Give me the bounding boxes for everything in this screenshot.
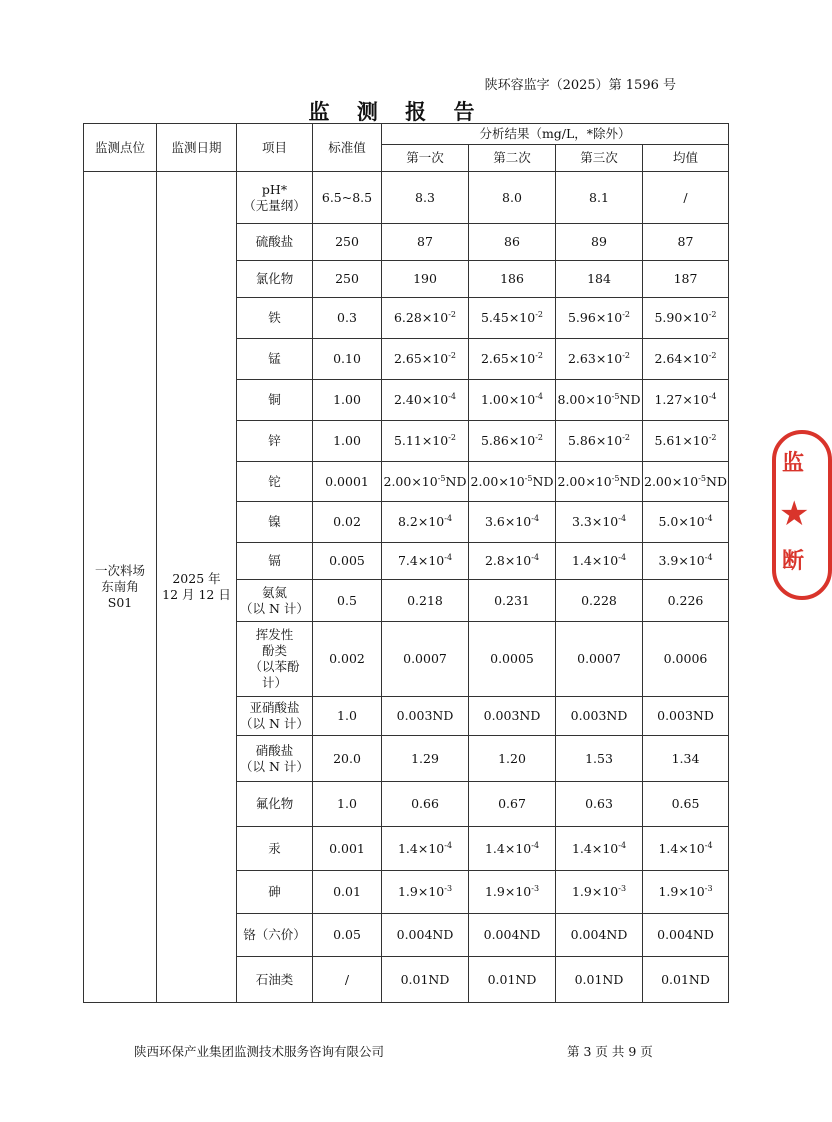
- value-cell: [382, 827, 469, 871]
- value-mantissa: 0.003ND: [657, 708, 714, 723]
- value-exponent: -4: [618, 553, 627, 562]
- value-mantissa: 0.003ND: [396, 708, 454, 723]
- value-mantissa: 1.4×10: [571, 553, 619, 568]
- value-cell: [382, 736, 469, 782]
- value-flag: ND: [619, 392, 641, 407]
- item-line: 铜: [268, 392, 281, 407]
- value-cell: [556, 462, 643, 502]
- value-cell: [556, 697, 643, 736]
- value-mantissa: 0.67: [498, 796, 526, 811]
- value-mantissa: 1.9×10: [658, 884, 705, 899]
- standard-cell: 0.10: [313, 339, 382, 380]
- value-cell: [556, 827, 643, 871]
- value-cell: [556, 957, 643, 1003]
- value-cell: [469, 697, 556, 736]
- value-mantissa: 6.28×10: [393, 310, 449, 325]
- value-mantissa: 7.4×10: [397, 553, 445, 568]
- item-line: 砷: [268, 884, 281, 899]
- value-mantissa: 2.40×10: [393, 392, 449, 407]
- value-cell: [469, 827, 556, 871]
- value-cell: [643, 339, 729, 380]
- value-cell: [469, 543, 556, 580]
- value-mantissa: 0.01ND: [661, 971, 710, 987]
- value-cell: [556, 622, 643, 697]
- value-mantissa: 5.0×10: [658, 514, 705, 529]
- value-cell: [469, 298, 556, 339]
- standard-cell: 20.0: [313, 736, 382, 782]
- item-line: （以苯酚: [249, 659, 300, 674]
- value-mantissa: 0.004ND: [396, 927, 454, 942]
- value-mantissa: 3.3×10: [571, 514, 619, 529]
- table-body: [84, 172, 729, 1003]
- value-exponent: -4: [444, 840, 453, 850]
- value-cell: [556, 224, 643, 261]
- value-mantissa: 0.004ND: [483, 927, 541, 942]
- value-cell: [469, 871, 556, 914]
- value-cell: [643, 871, 729, 914]
- value-exponent: -4: [444, 553, 453, 562]
- value-exponent: -3: [704, 884, 713, 893]
- value-mantissa: 0.66: [411, 796, 439, 811]
- value-mantissa: 8.3: [415, 189, 435, 205]
- value-mantissa: 8.1: [589, 189, 609, 205]
- standard-cell: 0.02: [313, 502, 382, 543]
- item-cell: [237, 380, 313, 421]
- monitoring-date-cell: [157, 172, 237, 1003]
- standard-cell: /: [313, 957, 382, 1003]
- value-cell: [643, 827, 729, 871]
- site-line: 东南角: [101, 579, 139, 594]
- value-cell: [469, 380, 556, 421]
- item-cell: [237, 827, 313, 871]
- value-mantissa: 1.29: [411, 750, 439, 766]
- value-mantissa: 184: [587, 271, 611, 286]
- value-cell: [556, 261, 643, 298]
- value-mantissa: 2.00×10: [644, 473, 699, 489]
- value-mantissa: 3.6×10: [484, 514, 532, 529]
- value-exponent: -4: [444, 514, 453, 523]
- value-cell: [469, 462, 556, 502]
- value-mantissa: 2.65×10: [393, 351, 449, 366]
- value-cell: [469, 339, 556, 380]
- value-exponent: -5: [611, 473, 620, 483]
- value-mantissa: 0.004ND: [657, 927, 714, 942]
- value-cell: [469, 580, 556, 622]
- value-mantissa: 1.53: [585, 750, 613, 766]
- value-mantissa: 2.00×10: [470, 473, 525, 489]
- value-cell: [643, 957, 729, 1003]
- value-exponent: -2: [448, 433, 456, 442]
- value-exponent: -2: [708, 310, 717, 319]
- value-mantissa: 5.45×10: [480, 310, 536, 325]
- date-line: 12 月 12 日: [162, 587, 231, 602]
- value-cell: [469, 502, 556, 543]
- item-line: 挥发性: [255, 627, 294, 642]
- value-exponent: -2: [448, 310, 456, 319]
- item-line: 氯化物: [255, 271, 294, 286]
- value-cell: [643, 172, 729, 224]
- value-cell: [643, 298, 729, 339]
- monitoring-point-cell: [84, 172, 157, 1003]
- stamp-text-bottom: 断: [782, 548, 805, 574]
- stamp-text-top: 监: [782, 450, 805, 476]
- table-row: [84, 172, 729, 224]
- value-exponent: -2: [622, 310, 630, 319]
- standard-cell: 0.001: [313, 827, 382, 871]
- value-cell: [382, 380, 469, 421]
- value-mantissa: 0.231: [494, 592, 530, 608]
- value-exponent: -3: [444, 884, 453, 893]
- item-cell: [237, 580, 313, 622]
- value-cell: [382, 580, 469, 622]
- standard-cell: 0.05: [313, 914, 382, 957]
- value-cell: [643, 462, 729, 502]
- item-cell: [237, 914, 313, 957]
- value-mantissa: 3.9×10: [658, 553, 705, 568]
- value-exponent: -2: [622, 433, 630, 442]
- value-cell: [556, 339, 643, 380]
- value-mantissa: 0.63: [585, 796, 613, 811]
- value-mantissa: 2.00×10: [557, 473, 612, 489]
- value-exponent: -2: [622, 351, 630, 360]
- value-cell: [469, 622, 556, 697]
- value-exponent: -5: [698, 473, 707, 483]
- value-mantissa: 2.65×10: [480, 351, 536, 366]
- value-mantissa: 187: [673, 271, 698, 286]
- standard-cell: 1.00: [313, 421, 382, 462]
- value-cell: [643, 421, 729, 462]
- value-mantissa: 5.86×10: [567, 433, 623, 448]
- item-line: 铊: [268, 473, 281, 489]
- value-cell: [556, 580, 643, 622]
- value-exponent: -4: [708, 392, 717, 401]
- value-flag: ND: [619, 473, 641, 489]
- value-mantissa: 0.218: [407, 592, 443, 608]
- value-mantissa: 0.01ND: [574, 971, 624, 987]
- value-exponent: -4: [618, 514, 627, 523]
- value-mantissa: 8.00×10: [557, 392, 612, 407]
- standard-cell: 1.00: [313, 380, 382, 421]
- value-mantissa: 8.0: [502, 189, 522, 205]
- value-cell: [382, 339, 469, 380]
- value-mantissa: 2.8×10: [484, 553, 532, 568]
- header-date: 监测日期: [157, 124, 237, 172]
- value-cell: [643, 697, 729, 736]
- standard-cell: 0.01: [313, 871, 382, 914]
- value-cell: [382, 914, 469, 957]
- value-mantissa: 0.0005: [490, 651, 534, 666]
- value-cell: [643, 502, 729, 543]
- value-mantissa: 0.0006: [663, 651, 708, 666]
- item-line: （以 N 计）: [240, 716, 309, 731]
- value-mantissa: 2.64×10: [654, 351, 709, 366]
- item-cell: [237, 736, 313, 782]
- item-line: 石油类: [255, 971, 294, 987]
- value-cell: [643, 380, 729, 421]
- value-mantissa: 5.86×10: [480, 433, 536, 448]
- value-exponent: -4: [535, 392, 543, 401]
- value-mantissa: 0.003ND: [483, 708, 541, 723]
- red-seal-stamp: [772, 430, 832, 600]
- standard-cell: 250: [313, 261, 382, 298]
- item-cell: [237, 261, 313, 298]
- value-mantissa: 1.00×10: [480, 392, 536, 407]
- site-line: 一次料场: [94, 563, 145, 578]
- value-exponent: -4: [704, 514, 713, 523]
- value-mantissa: 0.65: [671, 796, 700, 811]
- standard-cell: 1.0: [313, 697, 382, 736]
- value-mantissa: 186: [500, 271, 524, 286]
- date-line: 2025 年: [172, 571, 221, 586]
- item-cell: [237, 871, 313, 914]
- value-cell: [382, 697, 469, 736]
- value-cell: [556, 871, 643, 914]
- value-cell: [469, 261, 556, 298]
- value-cell: [382, 462, 469, 502]
- item-cell: [237, 622, 313, 697]
- item-line: 铁: [268, 310, 281, 325]
- site-line: S01: [107, 595, 133, 610]
- value-mantissa: 0.0007: [577, 651, 621, 666]
- value-cell: [382, 543, 469, 580]
- standard-cell: 0.3: [313, 298, 382, 339]
- item-line: 镉: [268, 553, 281, 568]
- item-line: （以 N 计）: [240, 600, 309, 616]
- value-cell: [556, 502, 643, 543]
- stamp-star-icon: ★: [779, 494, 810, 534]
- standard-cell: 0.0001: [313, 462, 382, 502]
- value-mantissa: 1.9×10: [484, 884, 532, 899]
- value-cell: [382, 172, 469, 224]
- standard-cell: 1.0: [313, 782, 382, 827]
- value-mantissa: 0.01ND: [400, 971, 450, 987]
- item-line: 计）: [261, 675, 287, 690]
- value-mantissa: 2.00×10: [383, 473, 438, 489]
- value-exponent: -4: [531, 553, 540, 562]
- item-line: （以 N 计）: [240, 758, 309, 774]
- value-mantissa: 1.20: [498, 750, 526, 766]
- value-mantissa: 0.004ND: [570, 927, 628, 942]
- header-item: 项目: [237, 124, 313, 172]
- value-cell: [556, 736, 643, 782]
- value-mantissa: 2.63×10: [567, 351, 623, 366]
- value-cell: [382, 224, 469, 261]
- value-flag: ND: [532, 473, 554, 489]
- item-cell: [237, 421, 313, 462]
- value-exponent: -4: [448, 392, 456, 401]
- item-line: 镍: [268, 514, 281, 529]
- item-cell: [237, 957, 313, 1003]
- item-line: 锰: [268, 351, 281, 366]
- value-flag: ND: [445, 473, 467, 489]
- value-mantissa: 0.228: [581, 592, 617, 608]
- value-cell: [556, 298, 643, 339]
- value-cell: [382, 502, 469, 543]
- value-cell: [382, 871, 469, 914]
- value-exponent: -3: [618, 884, 627, 893]
- value-mantissa: 87: [677, 234, 694, 249]
- value-mantissa: 0.003ND: [570, 708, 628, 723]
- value-cell: [643, 914, 729, 957]
- item-line: 汞: [268, 840, 281, 856]
- value-cell: [556, 782, 643, 827]
- item-cell: [237, 502, 313, 543]
- value-exponent: -3: [531, 884, 540, 893]
- value-exponent: -5: [437, 473, 446, 483]
- value-exponent: -4: [704, 553, 713, 562]
- value-cell: [382, 782, 469, 827]
- value-mantissa: 1.27×10: [654, 392, 709, 407]
- value-exponent: -2: [708, 433, 717, 442]
- value-cell: [556, 172, 643, 224]
- value-mantissa: 1.4×10: [658, 840, 705, 856]
- value-exponent: -5: [524, 473, 533, 483]
- item-line: 硫酸盐: [255, 234, 294, 249]
- item-cell: [237, 543, 313, 580]
- value-exponent: -4: [531, 840, 540, 850]
- standard-cell: 6.5~8.5: [313, 172, 382, 224]
- value-exponent: -2: [708, 351, 717, 360]
- standard-cell: 250: [313, 224, 382, 261]
- value-cell: [556, 543, 643, 580]
- header-analysis: 分析结果（mg/L，*除外）: [382, 124, 729, 145]
- item-line: 亚硝酸盐: [249, 700, 300, 715]
- value-mantissa: 87: [417, 234, 433, 249]
- header-r2: 第二次: [469, 145, 556, 172]
- item-cell: [237, 298, 313, 339]
- item-cell: [237, 172, 313, 224]
- value-exponent: -4: [531, 514, 540, 523]
- value-mantissa: 5.96×10: [567, 310, 623, 325]
- value-cell: [382, 957, 469, 1003]
- item-line: 硝酸盐: [255, 742, 294, 758]
- value-cell: [382, 421, 469, 462]
- value-cell: [643, 224, 729, 261]
- item-line: 酚类: [261, 643, 287, 658]
- value-exponent: -5: [611, 392, 620, 401]
- value-mantissa: 89: [591, 234, 607, 249]
- value-mantissa: 0.01ND: [487, 971, 537, 987]
- header-standard: 标准值: [313, 124, 382, 172]
- value-cell: [556, 380, 643, 421]
- item-line: 氨氮: [261, 584, 287, 600]
- value-cell: [469, 421, 556, 462]
- value-mantissa: 5.61×10: [654, 433, 709, 448]
- value-cell: [469, 224, 556, 261]
- value-mantissa: 8.2×10: [397, 514, 445, 529]
- item-line: pH*: [261, 181, 288, 197]
- header-r1: 第一次: [382, 145, 469, 172]
- value-mantissa: 5.11×10: [393, 433, 449, 448]
- value-cell: [556, 914, 643, 957]
- value-exponent: -2: [535, 310, 543, 319]
- report-title: 监 测 报 告: [308, 99, 485, 124]
- value-cell: [643, 622, 729, 697]
- standard-cell: 0.002: [313, 622, 382, 697]
- value-cell: [382, 261, 469, 298]
- value-mantissa: /: [683, 189, 688, 205]
- value-mantissa: 1.34: [671, 750, 700, 766]
- item-cell: [237, 339, 313, 380]
- results-table: [83, 123, 729, 1003]
- header-r3: 第三次: [556, 145, 643, 172]
- value-cell: [469, 782, 556, 827]
- standard-cell: 0.005: [313, 543, 382, 580]
- item-line: 铬（六价）: [243, 927, 306, 942]
- value-exponent: -2: [535, 433, 543, 442]
- value-mantissa: 0.226: [667, 592, 704, 608]
- value-flag: ND: [706, 473, 727, 489]
- value-cell: [469, 172, 556, 224]
- value-mantissa: 5.90×10: [654, 310, 709, 325]
- item-cell: [237, 782, 313, 827]
- value-mantissa: 0.0007: [403, 651, 447, 666]
- value-exponent: -4: [618, 840, 627, 850]
- header-point: 监测点位: [84, 124, 157, 172]
- item-cell: [237, 697, 313, 736]
- value-cell: [382, 622, 469, 697]
- value-exponent: -4: [704, 840, 713, 850]
- value-mantissa: 190: [413, 271, 437, 286]
- value-cell: [643, 543, 729, 580]
- value-exponent: -2: [448, 351, 456, 360]
- value-cell: [469, 957, 556, 1003]
- value-mantissa: 1.9×10: [397, 884, 445, 899]
- item-cell: [237, 224, 313, 261]
- standard-cell: 0.5: [313, 580, 382, 622]
- document-number: 陕环容监字（2025）第 1596 号: [484, 78, 676, 93]
- value-mantissa: 1.4×10: [484, 840, 532, 856]
- value-cell: [382, 298, 469, 339]
- value-cell: [643, 736, 729, 782]
- value-cell: [556, 421, 643, 462]
- value-mantissa: 86: [504, 234, 520, 249]
- item-cell: [237, 462, 313, 502]
- value-exponent: -2: [535, 351, 543, 360]
- value-cell: [469, 736, 556, 782]
- header-avg: 均值: [643, 145, 729, 172]
- item-line: （无量纲）: [243, 197, 306, 213]
- item-line: 锌: [268, 433, 281, 448]
- value-mantissa: 1.4×10: [571, 840, 619, 856]
- value-cell: [643, 580, 729, 622]
- item-line: 氟化物: [255, 796, 294, 811]
- footer-company: 陕西环保产业集团监测技术服务咨询有限公司: [134, 1044, 385, 1059]
- footer-page: 第 3 页 共 9 页: [567, 1044, 653, 1059]
- value-cell: [643, 261, 729, 298]
- value-cell: [469, 914, 556, 957]
- value-mantissa: 1.9×10: [571, 884, 619, 899]
- value-mantissa: 1.4×10: [397, 840, 445, 856]
- value-cell: [643, 782, 729, 827]
